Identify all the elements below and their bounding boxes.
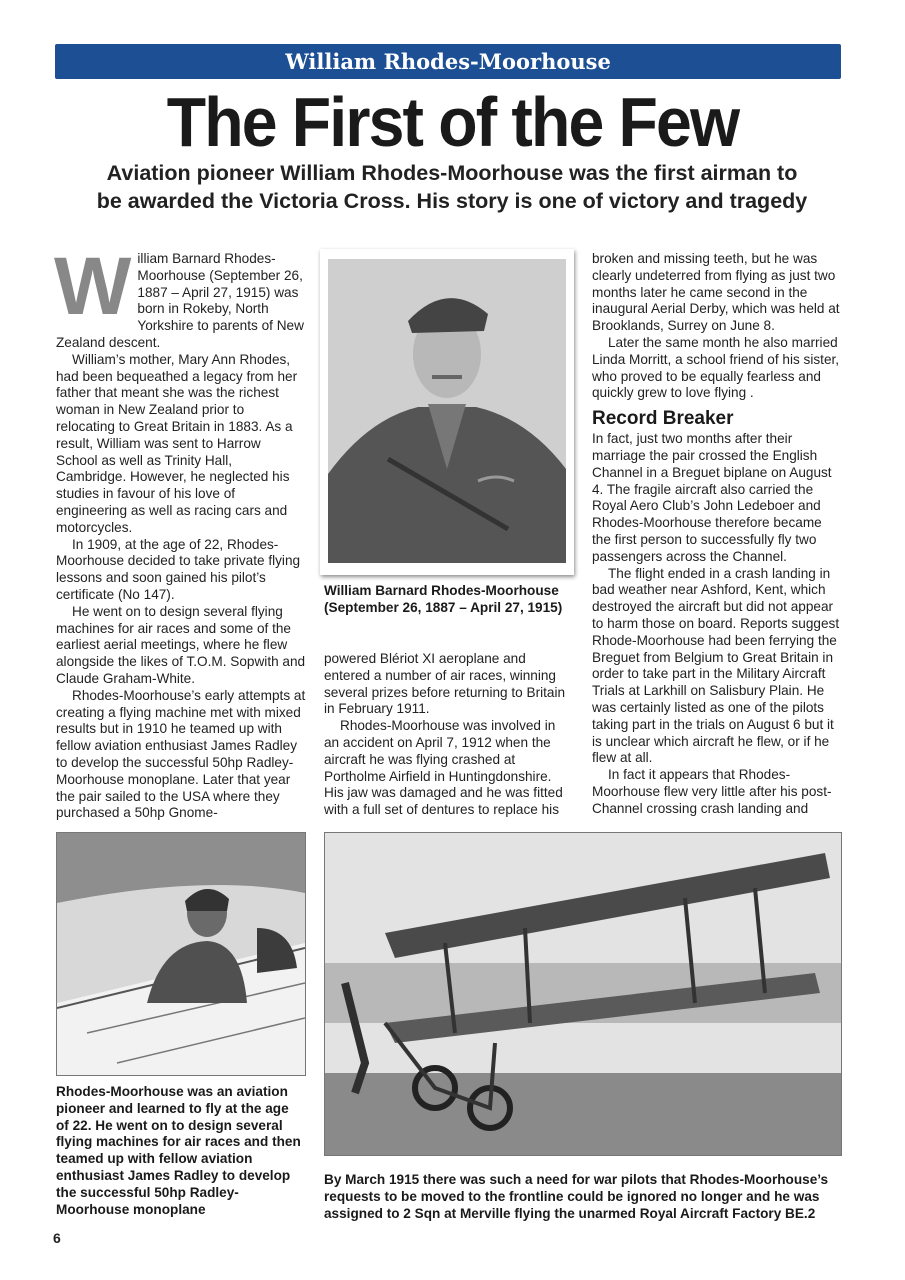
- column-3: [592, 251, 844, 818]
- cockpit-caption: Rhodes-Moorhouse was an aviation pioneer and learned to fly at the age of 22. He went on to design several flying machines for air races and then teamed up with fellow aviation enthusiast James Radley to develop the successful 50hp Radley-Moorhouse monoplane: [56, 1084, 301, 1217]
- col2-paragraph-1: powered Blériot XI aeroplane and entered a number of air races, winning several prizes before returning to Britain in February 1911.: [324, 651, 566, 717]
- section-banner: [55, 44, 841, 79]
- record-breaker-subhead: Record Breaker: [592, 408, 734, 430]
- col3-paragraph-4: The flight ended in a crash landing in bad weather near Ashford, Kent, which destroyed the aircraft but did not appear to harm those on board. Reports suggest Rhode-Moorhouse had been ferrying the Breguet from Belgium to Great Britain in order to take part in the Military Aircraft Trials at Larkhill on Salisbury Plain. He was certainly listed as one of the pilots taking part in the trials on August 6 but it is unclear which aircraft he flew, or if he flew at all.: [592, 565, 840, 766]
- biplane-photo: [324, 832, 842, 1156]
- portrait-photo: [328, 259, 566, 563]
- col2-paragraph-2: Rhodes-Moorhouse was involved in an accident on April 7, 1912 when the aircraft he was flying crashed at Portholme Airfield in Huntingdonshire. His jaw was damaged and he was fitted with a full set of dentures to replace his: [324, 718, 563, 818]
- col3-paragraph-2: Later the same month he also married Linda Morritt, a school friend of his sister, who proved to be equally fearless and quickly grew to love flying .: [592, 334, 840, 401]
- portrait-caption: William Barnard Rhodes-Moorhouse (September 26, 1887 – April 27, 1915): [324, 583, 563, 615]
- standfirst: Aviation pioneer William Rhodes-Moorhouse was the first airman to be awarded the Victoria Cross. His story is one of victory and tragedy: [96, 161, 808, 213]
- portrait-photo-frame: [320, 249, 574, 575]
- col1-paragraph-3: In 1909, at the age of 22, Rhodes-Moorhouse decided to take private flying lessons and soon gained his pilot’s certificate (No 147).: [56, 536, 301, 602]
- headline: The First of the Few: [166, 83, 739, 161]
- col3-paragraph-5: In fact it appears that Rhodes-Moorhouse flew very little after his post-Channel crossing crash landing and: [592, 767, 832, 816]
- section-title: William Rhodes-Moorhouse: [285, 49, 611, 74]
- column-1: [54, 241, 306, 822]
- cockpit-photo: [56, 832, 306, 1076]
- page-number: 6: [53, 1230, 61, 1246]
- biplane-caption: By March 1915 there was such a need for war pilots that Rhodes-Moorhouse’s requests to be moved to the frontline could be ignored no longer and he was assigned to 2 Sqn at Merville flying the unarmed Royal Aircraft Factory BE.2: [324, 1172, 829, 1221]
- col1-paragraph-1: William Barnard Rhodes-Moorhouse (September 26, 1887 – April 27, 1915) was born in Rokeby, North Yorkshire to parents of New Zealand descent.: [54, 241, 304, 350]
- col3-paragraph-3: In fact, just two months after their marriage the pair crossed the English Channel in a Breguet biplane on August 4. The fragile aircraft also carried the Royal Aero Club’s John Ledeboer and Rhodes-Moorhouse therefore became the first person to successfully fly two passengers across the Channel.: [592, 431, 832, 564]
- col1-paragraph-4: He went on to design several flying machines for air races and some of the earliest aerial meetings, where he flew alongside the likes of T.O.M. Sopwith and Claude Graham-White.: [56, 603, 306, 686]
- drop-cap: W: [54, 241, 132, 332]
- col1-paragraph-2: William’s mother, Mary Ann Rhodes, had been bequeathed a legacy from her father that meant she was the richest woman in New Zealand prior to relocating to Great Britain in 1883. As a result, William was sent to Harrow School as well as Trinity Hall, Cambridge. However, he neglected his studies in favour of his love of engineering as well as racing cars and motorcycles.: [56, 351, 298, 535]
- col3-paragraph-1: broken and missing teeth, but he was clearly undeterred from flying as just two months later he came second in the inaugural Aerial Derby, which was held at Brooklands, Surrey on June 8.: [592, 251, 840, 334]
- column-2: [324, 651, 572, 819]
- col1-paragraph-5: Rhodes-Moorhouse’s early attempts at creating a flying machine met with mixed results but in 1910 he teamed up with fellow aviation enthusiast James Radley to develop the successful 50hp Radley-Moorhouse monoplane. Later that year the pair sailed to the USA where they purchased a 50hp Gnome-: [56, 687, 306, 821]
